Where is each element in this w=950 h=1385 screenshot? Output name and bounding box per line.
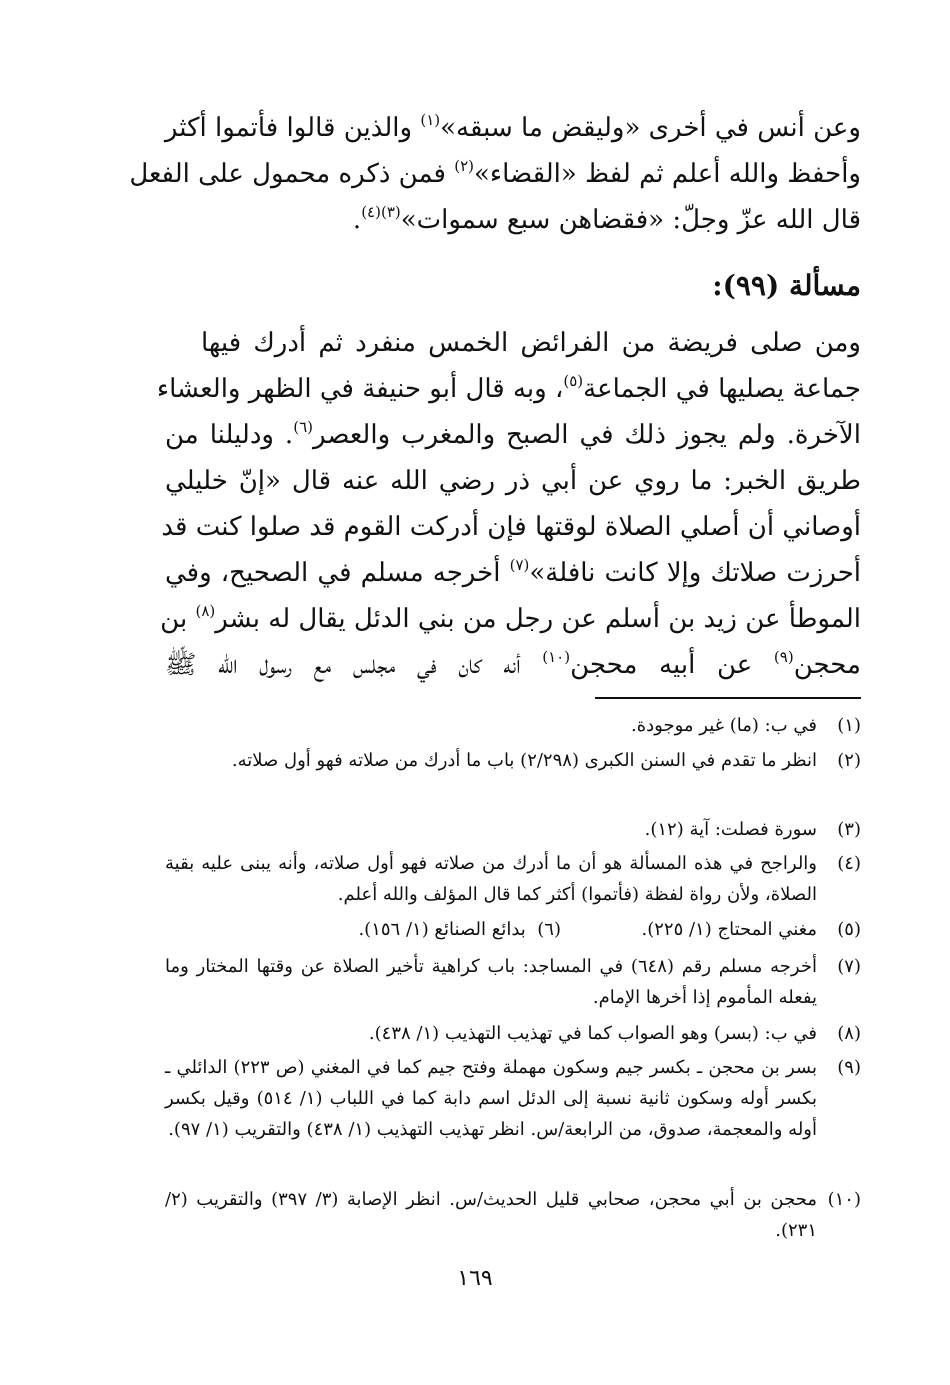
section-heading: مسألة (٩٩): [712,269,861,302]
footnote-number: (٤) [837,853,861,874]
text-span: أخرجه مسلم في الصحيح، وفي [165,558,510,588]
text-span: أوصاني أن أصلي الصلاة لوقتها فإن أدركت القوم قد صلوا كنت قد [161,512,861,542]
footnote-ref[interactable]: (٧) [509,556,530,574]
text-line [165,412,861,458]
text-line [165,458,861,504]
footnote-2 [165,745,861,776]
footnote-ref[interactable]: (٣)(٤) [361,203,401,221]
text-span: محجن [793,650,861,680]
footnote-ref[interactable]: (٢) [454,157,474,175]
text-span: . [352,205,362,235]
footnote-text: في ب: (ما) غير موجودة. [631,715,817,736]
text-span: . ودليلنا من [165,420,294,450]
text-line [161,504,861,550]
footnote-ref[interactable]: (٦) [293,418,313,436]
text-span: أنه كان في مجلس مع رسول الله ﷺ [165,650,543,680]
page-number: ١٦٩ [457,1266,493,1291]
footnote-number: (٦) [537,919,561,940]
text-span: ، وبه قال أبو حنيفة في الظهر والعشاء [156,374,564,404]
footnote-3 [165,814,861,845]
footnote-number: (٥) [837,919,861,940]
text-span: وأحفظ والله أعلم ثم لفظ «القضاء» [473,159,861,189]
text-span: طريق الخبر: ما روي عن أبي ذر رضي الله عنه قال «إنّ خليلي [165,466,861,496]
footnote-10 [165,1184,861,1246]
text-span: بن [160,604,196,634]
footnote-text: مغني المحتاج (١/ ٢٢٥). [641,919,817,940]
footnote-text: انظر ما تقدم في السنن الكبرى (٢/٢٩٨) باب ما أدرك من صلاته فهو أول صلاته. [231,750,817,771]
text-line [165,550,861,596]
footnote-ref[interactable]: (٩) [773,648,794,666]
footnote-text: محجن بن أبي محجن، صحابي قليل الحديث/س. انظر الإصابة (٣/ ٣٩٧) والتقريب (٢/ ٢٣١). [165,1189,817,1241]
text-span: الموطأ عن زيد بن أسلم عن رجل من بني الدئل يقال له بشر [215,604,861,634]
footnote-number: (٩) [837,1057,861,1078]
footnote-number: (٣) [837,819,861,840]
text-span: وعن أنس في أخرى «وليقض ما سبقه» [440,113,861,143]
footnote-8 [165,1018,861,1049]
footnote-number: (١) [837,715,861,736]
footnote-number: (٨) [837,1023,861,1044]
text-span: والذين قالوا فأتموا أكثر [164,113,421,143]
footnote-separator [595,697,861,699]
text-span: قال الله عزّ وجلّ: «فقضاهن سبع سموات» [400,205,861,235]
footnote-number: (١٠) [827,1189,861,1210]
footnote-6 [358,914,561,945]
footnote-text: بدائع الصنائع (١/ ١٥٦). [358,919,526,940]
footnote-ref[interactable]: (١٠) [542,648,571,666]
footnote-1 [165,710,861,741]
text-span: أحرزت صلاتك وإلا كانت نافلة» [529,558,861,588]
text-span: الآخرة. ولم يجوز ذلك في الصبح والمغرب والعصر [312,420,861,450]
text-line [165,197,861,243]
text-span: فمن ذكره محمول على الفعل [129,159,455,189]
text-line [129,151,861,197]
text-span: جماعة يصليها في الجماعة [583,374,861,404]
footnote-number: (٢) [837,750,861,771]
text-line [165,642,861,688]
footnote-4 [165,848,861,910]
footnote-ref[interactable]: (٥) [563,372,584,390]
footnote-text: بسر بن محجن ـ بكسر جيم وسكون مهملة وفتح جيم كما في المغني (ص ٢٢٣) الدائلي ـ بكسر أوله وسكون ثانية نسبة إلى الدئل اسم دابة كما في اللباب (١/ ٥١٤) وقيل بكسر أوله والمعجمة، صدوق، من الرابعة/س. انظر تهذيب التهذيب (١/ ٤٣٨) والتقريب (١/ ٩٧). [165,1057,818,1140]
footnote-text: في ب: (بسر) وهو الصواب كما في تهذيب التهذيب (١/ ٤٣٨). [368,1023,817,1044]
text-line [156,366,861,412]
text-line [165,105,861,151]
footnote-ref[interactable]: (١) [420,111,441,129]
footnote-text: أخرجه مسلم رقم (٦٤٨) في المساجد: باب كراهية تأخير الصلاة عن وقتها المختار وما يفعله المأموم إذا أخرها الإمام. [165,956,817,1008]
footnote-ref[interactable]: (٨) [195,602,216,620]
footnote-number: (٧) [837,956,861,977]
footnote-text: سورة فصلت: آية (١٢). [644,819,817,840]
text-span: عن أبيه محجن [570,650,774,680]
text-line [160,596,861,642]
text-line [201,320,861,366]
footnote-7 [165,951,861,1013]
footnote-9 [165,1052,861,1145]
footnote-text: والراجح في هذه المسألة هو أن ما أدرك من صلاته فهو أول صلاته، وأنه يبنى عليه بقية الصلاة، ولأن رواة لفظة (فأتموا) أكثر كما قال المؤلف والله أعلم. [165,853,817,905]
text-span: ومن صلى فريضة من الفرائض الخمس منفرد ثم أدرك فيها [201,328,861,358]
